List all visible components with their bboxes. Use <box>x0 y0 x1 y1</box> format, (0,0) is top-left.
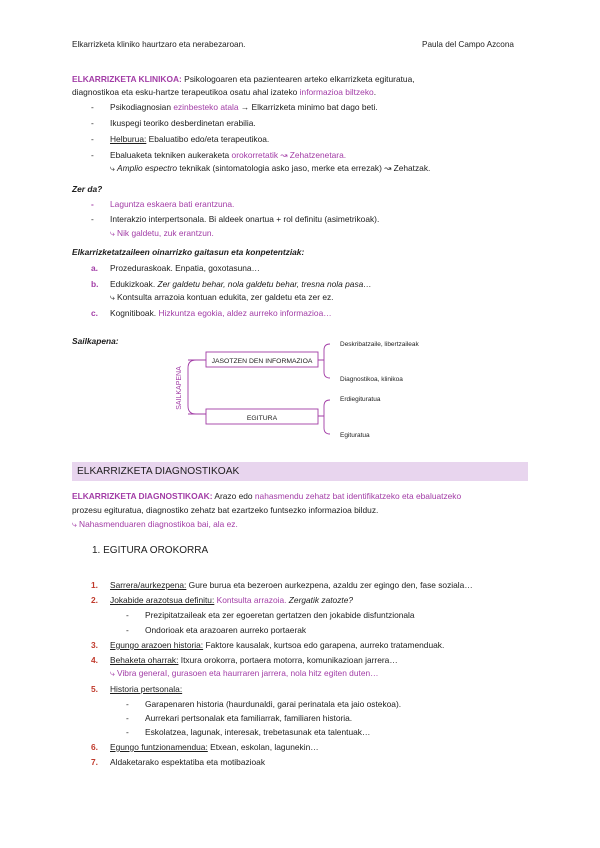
section2-line-2: prozesu egituratua, diagnostiko zehatz bat ezartzeko funtsezko informazioa bilduz. <box>72 505 379 515</box>
bullet-dash: - <box>126 727 129 737</box>
gaitasun-subline: ⤷ Kontsulta arrazoia kontuan edukita, zer galdetu eta zer ez. <box>110 292 334 302</box>
list-letter: a. <box>91 263 98 273</box>
list-number: 3. <box>91 640 98 650</box>
zer-da-heading: Zer da? <box>72 184 103 194</box>
diagram-leaf-1: Deskribatzaile, libertzaileak <box>340 341 419 348</box>
bullet-dash: - <box>126 713 129 723</box>
list-number: 4. <box>91 655 98 665</box>
list-number: 7. <box>91 757 98 767</box>
section-banner-title: ELKARRIZKETA DIAGNOSTIKOAK <box>77 466 240 477</box>
egitura-sub-5c: Eskolatzea, lagunak, interesak, trebetasunak eta talentuak… <box>145 727 371 737</box>
intro-line-1: ELKARRIZKETA KLINIKOA: Psikologoaren eta pazientearen arteko elkarrizketa egituratua, <box>72 74 415 84</box>
egitura-item-2: Jokabide arazotsua definitu: Kontsulta arrazoia. Zergatik zatozte? <box>110 595 354 605</box>
bullet-dash: - <box>91 199 94 209</box>
egitura-item-7: Aldaketarako espektatiba eta motibazioak <box>110 757 266 767</box>
list-number: 5. <box>91 684 98 694</box>
diagram-leaf-3: Erdiegituratua <box>340 396 381 403</box>
list-letter: b. <box>91 279 99 289</box>
diagram-leaf-4: Egituratua <box>340 432 370 439</box>
egitura-item-6: Egungo funtzionamendua: Etxean, eskolan, lagunekin… <box>110 742 319 752</box>
egitura-item-4: Behaketa oharrak: Itxura orokorra, portaera motorra, komunikazioan jarrera… <box>110 655 398 665</box>
egitura-heading: 1. EGITURA OROKORRA <box>92 545 209 556</box>
diagram-right-brace-1 <box>318 344 330 378</box>
gaitasun-item-c: Kognitiboak. Hizkuntza egokia, aldez aurreko informazioa… <box>110 308 332 318</box>
diagram-leaf-2: Diagnostikoa, klinikoa <box>340 376 403 383</box>
intro-bullet-3: Helburua: Ebaluatibo edo/eta terapeutikoa. <box>110 134 270 144</box>
section-banner <box>72 462 528 481</box>
gaitasun-heading: Elkarrizketatzaileen oinarrizko gaitasun eta konpetentziak: <box>72 247 305 257</box>
intro-subline: ⤷ Amplio espectro teknikak (sintomatologia asko jaso, merke eta errezak) ↝ Zehatzak. <box>110 163 431 173</box>
bullet-dash: - <box>91 102 94 112</box>
egitura-sub-2b: Ondorioak eta arazoaren aurreko portaerak <box>145 625 307 635</box>
bullet-dash: - <box>126 699 129 709</box>
intro-bullet-2: Ikuspegi teoriko desberdinetan erabilia. <box>110 118 256 128</box>
zer-da-subline: ⤷ Nik galdetu, zuk erantzun. <box>110 228 214 238</box>
bullet-dash: - <box>126 625 129 635</box>
header-left: Elkarrizketa kliniko haurtzaro eta nerabezaroan. <box>72 40 246 49</box>
intro-bullet-4: Ebaluaketa tekniken aukeraketa orokorretatik ↝ Zehatzenetara. <box>110 150 347 160</box>
zer-da-bullet-2: Interakzio interpertsonala. Bi aldeek onartua + rol definitu (asimetrikoak). <box>110 214 380 224</box>
egitura-item-3: Egungo arazoen historia: Faktore kausalak, kurtsoa edo garapena, aurreko tratamenduak. <box>110 640 445 650</box>
egitura-sub-5a: Garapenaren historia (haurdunaldi, garai perinatala eta jaio ostekoa). <box>145 699 402 709</box>
gaitasun-item-b: Edukizkoak. Zer galdetu behar, nola galdetu behar, tresna nola pasa… <box>110 279 372 289</box>
egitura-sub-5b: Aurrekari pertsonalak eta familiarrak, familiaren historia. <box>145 713 353 723</box>
gaitasun-item-a: Prozeduraskoak. Enpatia, goxotasuna… <box>110 263 260 273</box>
diagram-left-brace <box>188 360 196 414</box>
intro-term: ELKARRIZKETA KLINIKOA: <box>72 74 182 84</box>
list-number: 6. <box>91 742 98 752</box>
bullet-dash: - <box>91 150 94 160</box>
header-right: Paula del Campo Azcona <box>422 40 514 49</box>
bullet-dash: - <box>91 118 94 128</box>
egitura-item-1: Sarrera/aurkezpena: Gure burua eta bezeroen aurkezpena, azaldu zer egingo den, fase soziala… <box>110 580 473 590</box>
intro-line-2: diagnostikoa eta esku-hartze terapeutikoa osatu ahal izateko informazioa biltzeko. <box>72 87 377 97</box>
section2-line-1: ELKARRIZKETA DIAGNOSTIKOAK: Arazo edo nahasmendu zehatz bat identifikatzeko eta ebaluatzeko <box>72 491 462 501</box>
egitura-sub-4: ⤷ Vibra generaI, gurasoen eta haurraren jarrera, nola hitz egiten duten… <box>110 668 379 678</box>
egitura-item-5: Historia pertsonala: <box>110 684 183 694</box>
diagram-vertical-label: SAILKAPENA <box>176 366 183 410</box>
list-letter: c. <box>91 308 98 318</box>
bullet-dash: - <box>126 610 129 620</box>
sailkapena-title: Sailkapena: <box>72 336 119 346</box>
bullet-dash: - <box>91 134 94 144</box>
zer-da-bullet-1: Laguntza eskaera bati erantzuna. <box>110 199 235 209</box>
bullet-dash: - <box>91 214 94 224</box>
list-number: 2. <box>91 595 98 605</box>
diagram-box-1-label: JASOTZEN DEN INFORMAZIOA <box>211 358 313 365</box>
intro-bullet-1: Psikodiagnosian ezinbesteko atala → Elkarrizketa minimo bat dago beti. <box>110 102 378 112</box>
section2-line-3: ⤷ Nahasmenduaren diagnostikoa bai, ala ez. <box>72 519 238 529</box>
egitura-sub-2a: Prezipitatzaileak eta zer egoeretan gertatzen den jokabide disfuntzionala <box>145 610 415 620</box>
diagram-box-2-label: EGITURA <box>246 415 278 422</box>
list-number: 1. <box>91 580 98 590</box>
diagram-right-brace-2 <box>318 400 330 434</box>
